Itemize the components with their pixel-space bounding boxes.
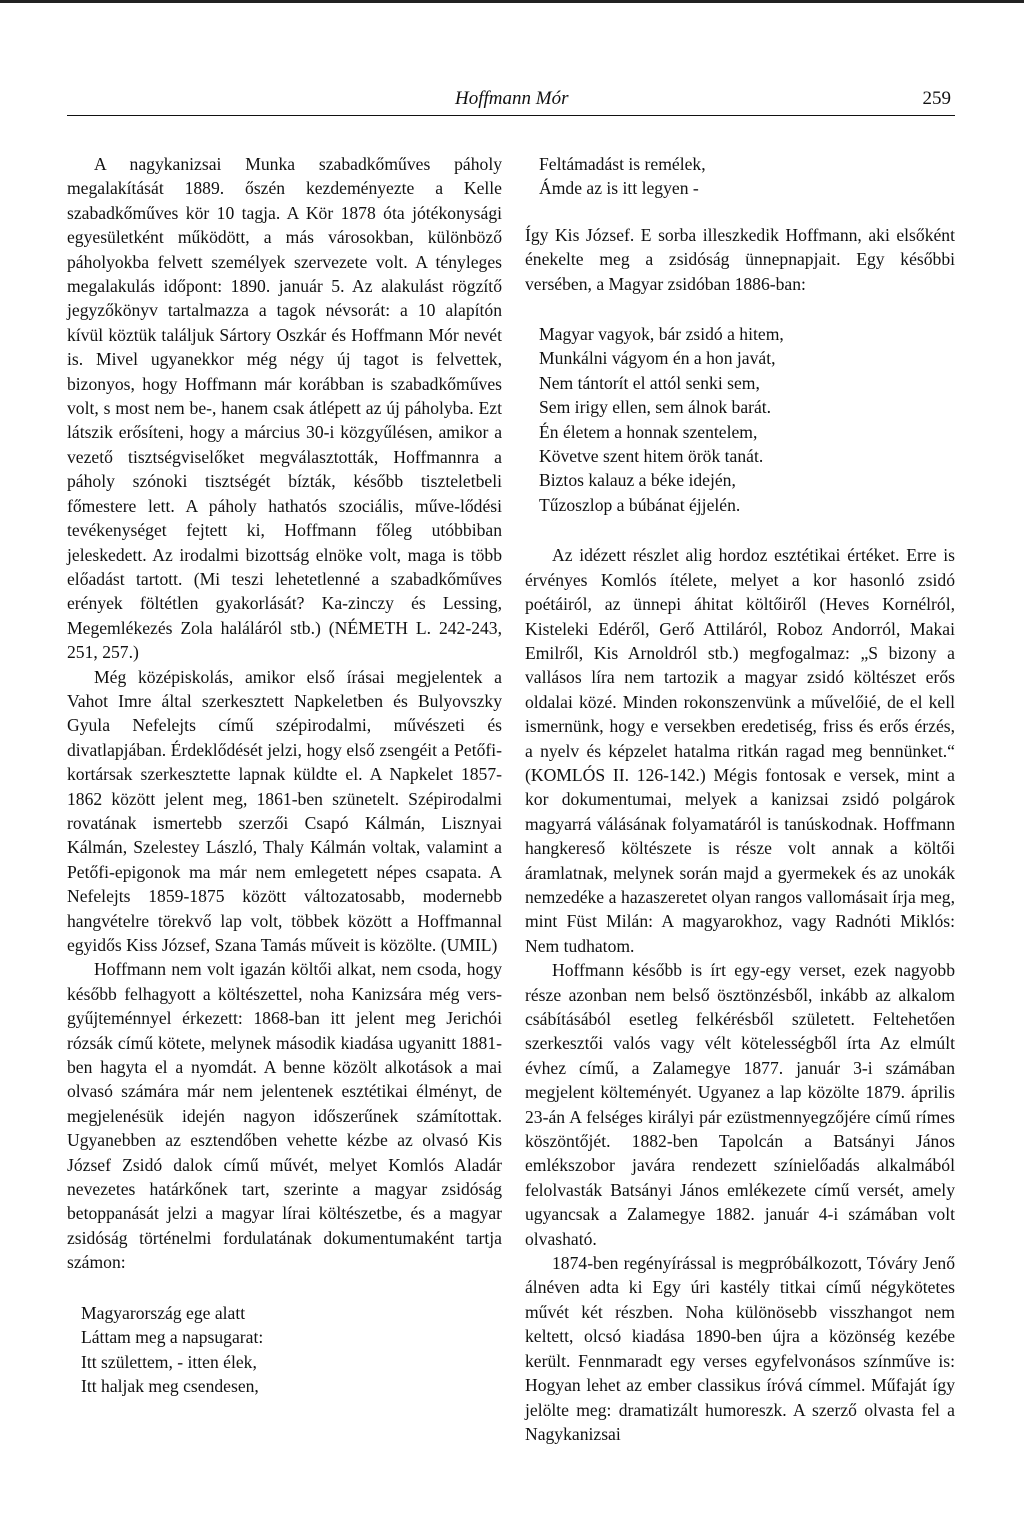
poem-line: Magyar vagyok, bár zsidó a hitem, [539, 324, 784, 345]
poem-continuation [525, 152, 955, 201]
poem-line: Tűzoszlop a búbánat éjjelén. [539, 494, 741, 515]
poem-line: Feltámadást is remélek, [539, 154, 706, 174]
spacer [525, 517, 955, 543]
poem-line: Itt születtem, - itten élek, [81, 1351, 257, 1372]
poem-line: Biztos kalauz a béke idején, [539, 470, 736, 491]
spacer [525, 201, 955, 223]
poem-line: Láttam meg a napsugarat: [81, 1327, 264, 1348]
poem-line: Itt haljak meg csendesen, [81, 1375, 259, 1396]
running-title: Hoffmann Mór [455, 88, 569, 109]
poem-line: Én életem a honnak szentelem, [539, 421, 758, 442]
page-number: 259 [922, 88, 951, 109]
poem-line: Sem irigy ellen, sem álnok barát. [539, 397, 772, 418]
header-rule [67, 115, 955, 116]
poem-block [67, 1301, 502, 1399]
spacer [67, 1275, 502, 1301]
poem-line: Követve szent hitem örök tanát. [539, 446, 764, 467]
poem-block [525, 322, 955, 517]
poem-line: Magyarország ege alatt [81, 1302, 246, 1323]
paragraph: Még középiskolás, amikor első írásai megjelentek a Vahot Imre által szerkesztett Napkeletben és Bulyovszky Gyula Nefelejts című szépirodalmi, művészeti és divatlapjában. Érdeklődését jelzi, hogy első zsengéit a Petőfi-kortársak szerkesztette lapnak küldte el. A Napkelet 1857-1862 között jelent meg, 1861-ben szünetelt. Szépirodalmi rovatának ismertebb szerzői Csapó Kálmán, Lisznyai Kálmán, Szelestey László, Thaly Kálmán voltak, valamint a Petőfi-epigonok ma már nem emlegetett népes csapata. A Nefelejts 1859-1875 között változatosabb, modernebb hangvételre törekvő lap volt, többek között a Hoffmannal egyidős Kiss József, Szana Tamás műveit is közölte. (UMIL) [67, 666, 502, 955]
page-top-border [0, 0, 1024, 3]
poem-line: Nem tántorít el attól senki sem, [539, 372, 760, 393]
left-column [67, 152, 502, 1398]
paragraph: A nagykanizsai Munka szabadkőműves páholy megalakítását 1889. őszén kezdeményezte a Kelle szabadkőműves kör 10 tagja. A Kör 1878 óta jótékonysági egyesületként működött, a más városokban, különböző páholyokba felvett személyek szervezete volt. A tényleges megalakulás időpont: 1890. január 5. Az alakulást rögzítő jegyzőkönyv tartalmazza a tagok névsorát: a 10 alapítón kívül köztük találjuk Sártory Oszkár és Hoffmann Mór nevét is. Mivel ugyanekkor még négy új tagot is felvettek, bizonyos, hogy Hoffmann már korábban is szabadkőműves volt, s most nem be-, hanem csak átlépett az új páholyba. Ezt látszik erősíteni, hogy a március 30-i közgyűlésen, amikor a vezető tisztségviselőket megválasztották, Hoffmannra a páholy szónoki tisztségét bízták, később tiszteletbeli főmestere lett. A páholy hathatós szociális, műve-lődési tevékenységet fejtett ki, Hoffmann főleg utóbbiban jeleskedett. Az irodalmi bizottság elnöke volt, maga is több előadást tartott. (Mi teszi lehetetlenné a szabadkőműves erények föltétlen gyakorlását? Ka-zinczy és Lessing, Megemlékezés Zola haláláról stb.) (NÉMETH L. 242-243, 251, 257.) [67, 154, 502, 663]
spacer [525, 296, 955, 322]
paragraph: Hoffmann nem volt igazán költői alkat, nem csoda, hogy később felhagyott a költészettel, noha Kanizsára még vers-gyűjteménnyel érkezett: 1868-ban itt jelent meg Jerichói rózsák című kötete, melynek második kiadása ugyanitt 1881-ben hagyta el a nyomdát. A benne közölt alkotások a mai olvasó számára már nem jelentenek esztétikai élményt, de megjelenésük idején nagyon időszerűnek számítottak. Ugyanebben az esztendőben vehette kézbe az olvasó Kis József Zsidó dalok című művét, melyet Komlós Aladár nevezetes határkőnek tart, szerinte a magyar zsidóság betoppanását jelzi a magyar lírai költészetbe, és a magyar zsidóság történelmi fordulatának dokumentumaként tartja számon: [67, 959, 502, 1273]
paragraph: Az idézett részlet alig hordoz esztétikai értéket. Erre is érvényes Komlós ítélete, melyet a kor hasonló zsidó poétáiról, az ünnepi áhitat költőiről (Heves Kornélról, Kisteleki Edéről, Gerő Attiláról, Roboz Andorról, Makai Emilről, Kis Arnoldról stb.) megfogalmaz: „S bizony a vallásos líra nem tartozik a magyar zsidó költészet erős oldalai közé. Minden rokonszenvünk a művelőié, de el kell ismernünk, hogy e versekben eredetiség, friss és erős érzés, a nyelv és képzelet hatalma ritkán ragad meg bennünket.“ (KOMLÓS II. 126-142.) Mégis fontosak e versek, mint a kor dokumentumai, melyek a kanizsai zsidó polgárok magyarrá válásának folyamatáról is tanúskodnak. Hoffmann hangkereső költészete is része volt annak a költői áramlatnak, melynek során majd a gyermekek és az unokák nemzedéke a hazaszeretet olyan rangos vallomásait írja meg, mint Füst Milán: A magyarokhoz, vagy Radnóti Miklós: Nem tudhatom. [525, 545, 955, 956]
right-column [525, 152, 955, 1446]
poem-line: Munkálni vágyom én a hon javát, [539, 348, 776, 369]
running-head [67, 88, 955, 114]
paragraph: Így Kis József. E sorba illeszkedik Hoffmann, aki elsőként énekelte meg a zsidóság ünnepnapjait. Egy későbbi versében, a Magyar zsidóban 1886-ban: [525, 224, 955, 294]
paragraph: 1874-ben regényírással is megpróbálkozott, Tóváry Jenő álnéven adta ki Egy úri kastély titkai című négykötetes művét két részben. Noha különösebb visszhangot nem keltett, olcsó kiadása 1890-ben újra a közönség kezébe került. Fennmaradt egy verses egyfelvonásos színműve is: Hogyan lehet az ember classikus íróvá címmel. Műfaját így jelölte meg: dramatizált humoreszk. A szerző olvasta fel a Nagykanizsai [525, 1253, 955, 1444]
paragraph: Hoffmann később is írt egy-egy verset, ezek nagyobb része azonban nem belső ösztönzésből, inkább az alkalom csábításából esetleg felkérésből született. Feltehetően szerkesztői valós vagy vélt kötelességből írta Az elmúlt évhez című, a Zalamegye 1877. január 3-i számában megjelent költeményét. Ugyanez a lap közölte 1879. április 23-án A felséges királyi pár ezüstmennyegzőjére című rímes köszöntőjét. 1882-ben Tapolcán a Batsányi János emlékszobor javára rendezett színielőadás alkalmából felolvasták Batsányi János emlékezete című versét, amely ugyancsak a Zalamegye 1882. január 4-i számában volt olvasható. [525, 960, 955, 1249]
poem-line: Ámde az is itt legyen - [539, 178, 699, 199]
